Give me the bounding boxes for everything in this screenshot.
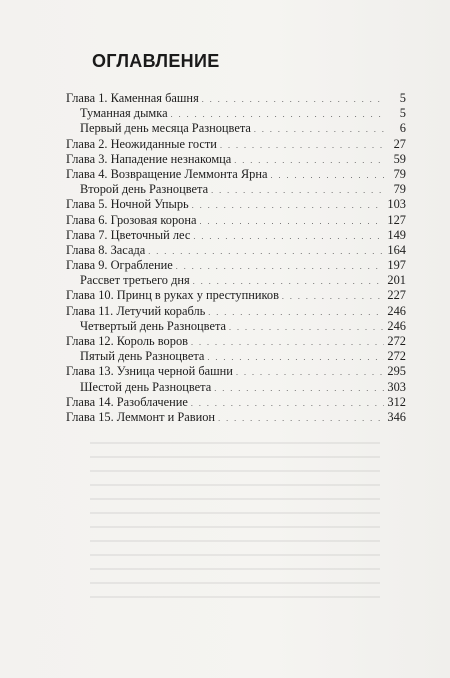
toc-entry bbox=[66, 167, 406, 182]
dot-leader bbox=[282, 288, 384, 304]
toc-entry bbox=[66, 334, 406, 349]
toc-entry bbox=[66, 410, 406, 425]
toc-entry-title: Туманная дымка bbox=[80, 106, 168, 121]
toc-subentry bbox=[66, 273, 406, 288]
toc-page-number: 79 bbox=[393, 182, 406, 197]
toc-page-number: 303 bbox=[387, 379, 406, 394]
toc-page-number: 312 bbox=[387, 394, 406, 409]
toc-entry-title: Первый день месяца Разноцвета bbox=[80, 121, 251, 136]
toc-entry bbox=[66, 288, 406, 303]
toc-page-number: 346 bbox=[387, 409, 406, 424]
toc-entry bbox=[66, 197, 406, 212]
toc-subentry bbox=[66, 349, 406, 364]
dot-leader bbox=[192, 197, 385, 213]
toc-entry bbox=[66, 395, 406, 410]
toc-page-number: 27 bbox=[393, 136, 406, 151]
toc-page-number: 272 bbox=[387, 349, 406, 364]
toc-subentry bbox=[66, 182, 406, 197]
toc-entry-title: Глава 2. Неожиданные гости bbox=[66, 136, 217, 151]
toc-page-number: 103 bbox=[387, 197, 406, 212]
toc-entry-title: Глава 1. Каменная башня bbox=[66, 91, 199, 105]
toc-entry-title: Глава 6. Грозовая корона bbox=[66, 212, 197, 227]
toc-page-number: 227 bbox=[387, 288, 406, 303]
toc-page-number: 197 bbox=[387, 258, 406, 273]
toc-entry bbox=[66, 213, 406, 228]
toc-entry-title: Глава 12. Король воров bbox=[66, 334, 188, 348]
toc-page-number: 149 bbox=[387, 227, 406, 242]
toc-entry-title: Глава 15. Леммонт и Равион bbox=[66, 409, 216, 424]
toc-subentry bbox=[66, 380, 406, 395]
toc-entry-title: Глава 14. Разоблачение bbox=[66, 394, 188, 409]
dot-leader bbox=[208, 304, 384, 320]
toc-entry-title: Глава 5. Ночной Упырь bbox=[66, 197, 189, 212]
toc-page-number: 295 bbox=[387, 364, 406, 379]
toc-entry-title: Четвертый день Разноцвета bbox=[80, 318, 227, 333]
dot-leader bbox=[199, 213, 384, 229]
toc-page-number: 6 bbox=[399, 121, 406, 136]
toc-entry bbox=[66, 137, 406, 152]
toc-entry-title: Рассвет третьего дня bbox=[80, 273, 190, 288]
toc-page-number: 5 bbox=[399, 91, 406, 105]
dot-leader bbox=[236, 364, 384, 380]
dot-leader bbox=[171, 106, 385, 122]
dot-leader bbox=[148, 243, 384, 259]
toc-entry-title: Глава 7. Цветочный лес bbox=[66, 227, 191, 242]
toc-entry-title: Глава 8. Засада bbox=[66, 242, 146, 257]
toc-entry bbox=[66, 152, 406, 167]
toc-entry bbox=[66, 228, 406, 243]
dot-leader bbox=[229, 319, 384, 335]
toc-page-number: 246 bbox=[387, 303, 406, 318]
toc-page-number: 201 bbox=[387, 273, 406, 288]
dot-leader bbox=[193, 273, 385, 289]
toc-entry-title: Глава 3. Нападение незнакомца bbox=[66, 151, 232, 166]
dot-leader bbox=[202, 91, 385, 107]
toc-page-number: 79 bbox=[393, 166, 406, 181]
toc-entry-title: Пятый день Разноцвета bbox=[80, 349, 205, 364]
dot-leader bbox=[211, 182, 385, 198]
bleed-through-text bbox=[90, 430, 380, 610]
toc-subentry bbox=[66, 106, 406, 121]
toc-page-number: 127 bbox=[387, 212, 406, 227]
table-of-contents bbox=[66, 91, 406, 425]
dot-leader bbox=[191, 395, 385, 411]
dot-leader bbox=[220, 137, 385, 153]
dot-leader bbox=[254, 121, 385, 137]
dot-leader bbox=[207, 349, 384, 365]
dot-leader bbox=[234, 152, 385, 168]
dot-leader bbox=[176, 258, 385, 274]
toc-page-number: 272 bbox=[387, 334, 406, 348]
toc-subentry bbox=[66, 319, 406, 334]
toc-page-number: 59 bbox=[393, 151, 406, 166]
toc-entry bbox=[66, 304, 406, 319]
toc-entry bbox=[66, 243, 406, 258]
dot-leader bbox=[270, 167, 385, 183]
toc-entry-title: Глава 4. Возвращение Леммонта Ярна bbox=[66, 166, 268, 181]
toc-page-number: 246 bbox=[387, 318, 406, 333]
dot-leader bbox=[193, 228, 384, 244]
toc-entry-title: Глава 10. Принц в руках у преступников bbox=[66, 288, 279, 303]
toc-subentry bbox=[66, 121, 406, 136]
dot-leader bbox=[214, 380, 384, 396]
dot-leader bbox=[191, 334, 384, 350]
page-title: ОГЛАВЛЕНИЕ bbox=[92, 51, 220, 71]
toc-entry bbox=[66, 258, 406, 273]
toc-entry-title: Глава 13. Узница черной башни bbox=[66, 364, 233, 379]
toc-page-number: 164 bbox=[387, 242, 406, 257]
toc-page-number: 5 bbox=[399, 106, 406, 121]
toc-entry bbox=[66, 91, 406, 106]
toc-entry-title: Глава 9. Ограбление bbox=[66, 258, 173, 273]
dot-leader bbox=[218, 410, 384, 426]
toc-entry-title: Шестой день Разноцвета bbox=[80, 379, 212, 394]
toc-entry-title: Второй день Разноцвета bbox=[80, 182, 209, 197]
toc-entry bbox=[66, 364, 406, 379]
toc-entry-title: Глава 11. Летучий корабль bbox=[66, 303, 206, 318]
